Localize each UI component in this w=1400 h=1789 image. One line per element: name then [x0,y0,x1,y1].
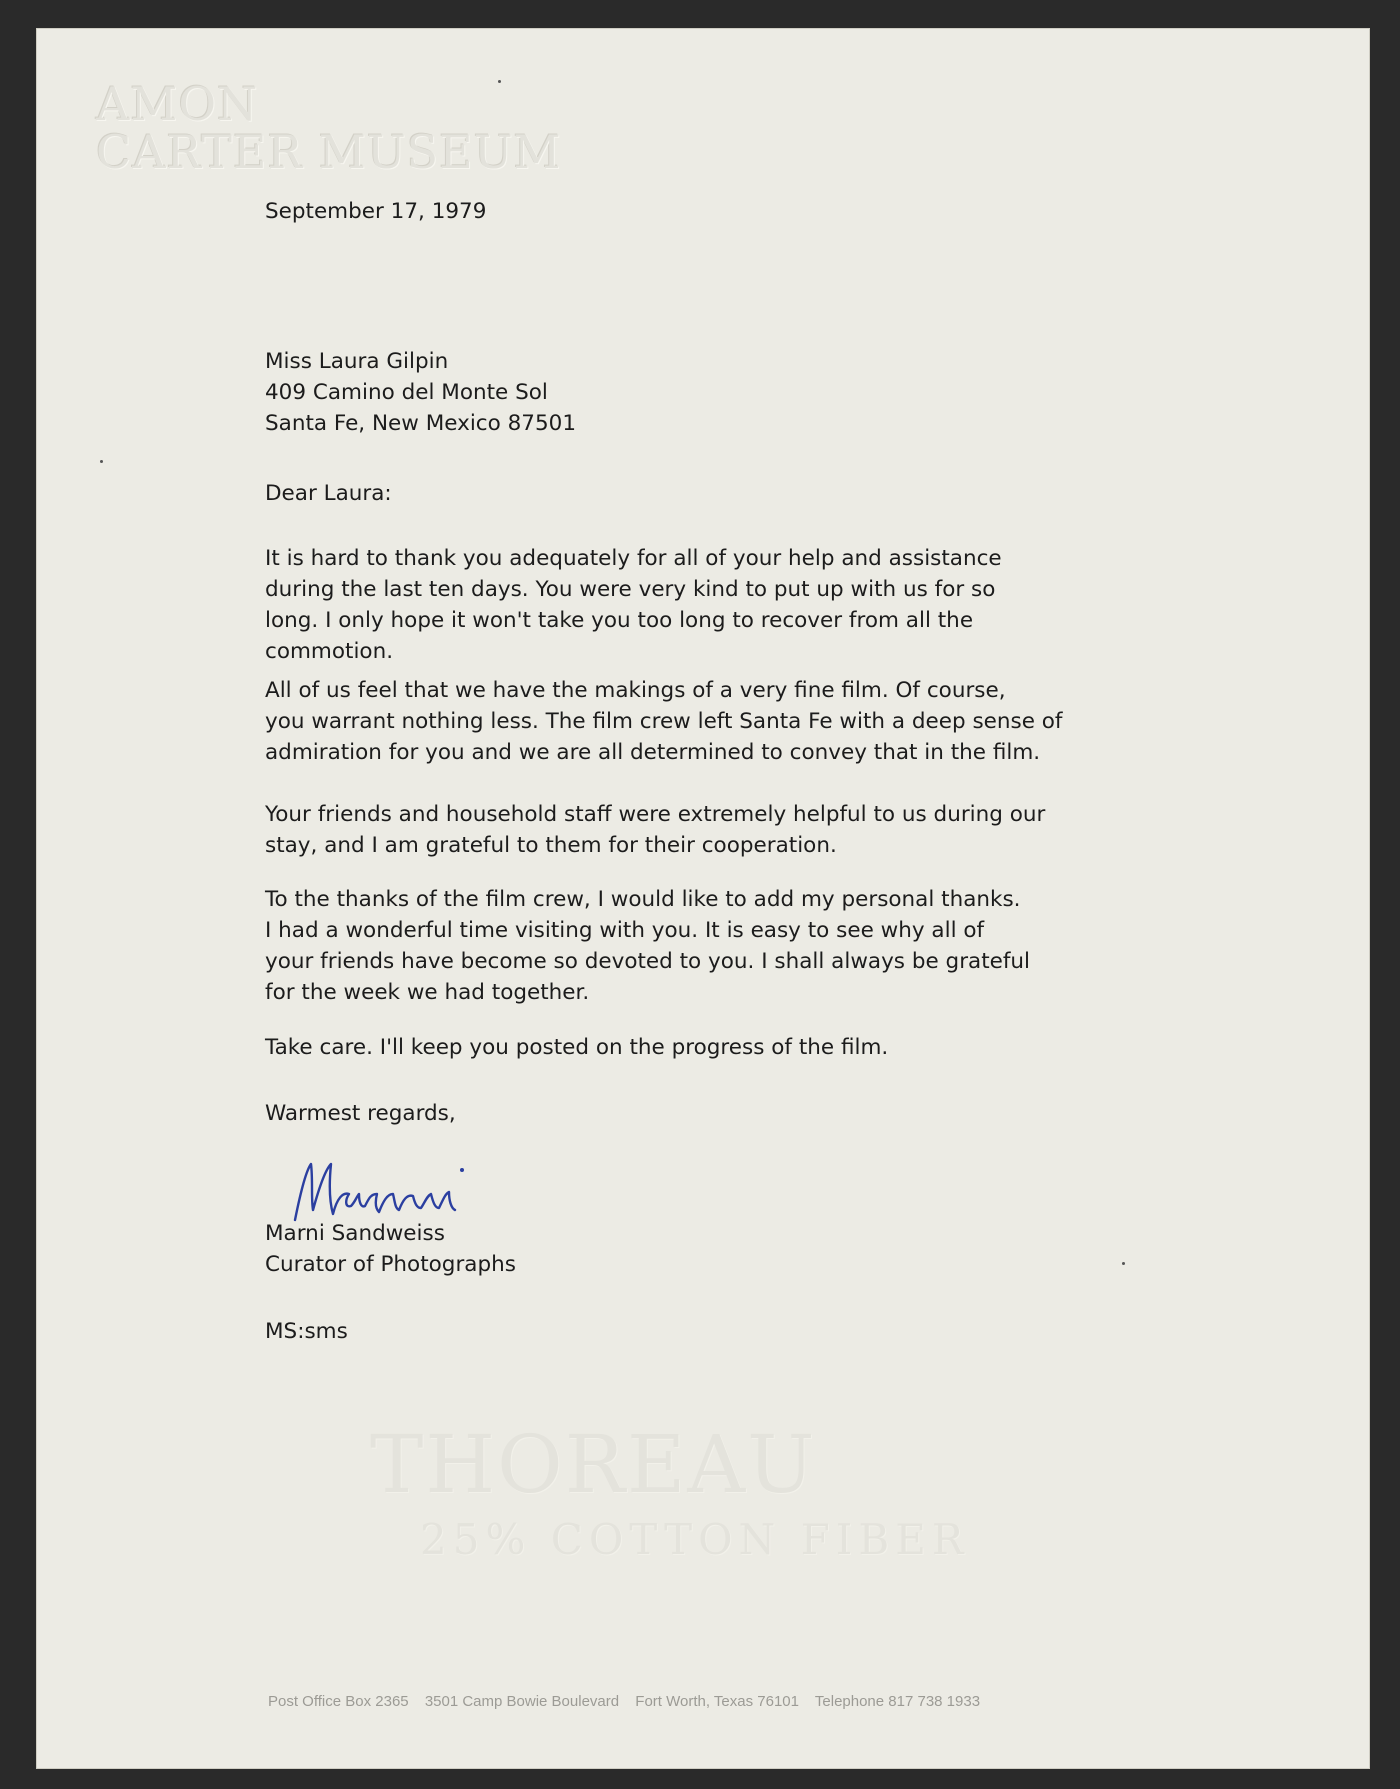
recipient-address [265,346,576,439]
paper-speck [1122,1262,1125,1265]
letterhead-line-1: AMON [96,77,259,131]
recipient-city: Santa Fe, New Mexico 87501 [265,411,577,436]
paragraph-line: long. I only hope it won't take you too long to recover from all the [265,608,974,633]
paragraph-line: for the week we had together. [265,980,590,1005]
watermark-fiber: 25% COTTON FIBER [420,1515,970,1564]
footer-street: 3501 Camp Bowie Boulevard [424,1693,620,1710]
paragraph-line: Your friends and household staff were extremely helpful to us during our [265,802,1046,827]
paragraph-line: It is hard to thank you adequately for all of your help and assistance [265,546,1002,571]
paragraph-line: All of us feel that we have the makings of a very fine film. Of course, [265,678,1006,703]
paragraph-3 [265,799,1045,861]
paragraph-2 [265,675,1062,768]
typist-initials: MS:sms [265,1319,348,1344]
museum-letterhead-emboss [96,77,562,179]
paragraph-line: stay, and I am grateful to them for their cooperation. [265,833,837,858]
footer-telephone: Telephone 817 738 1933 [814,1693,981,1710]
paragraph-line: during the last ten days. You were very kind to put up with us for so [265,577,996,602]
watermark-brand: THOREAU [370,1418,817,1511]
footer-city: Fort Worth, Texas 76101 [635,1693,799,1710]
signer-title: Curator of Photographs [265,1252,516,1277]
footer-po-box: Post Office Box 2365 [268,1693,409,1710]
paragraph-line: I had a wonderful time visiting with you. It is easy to see why all of [265,918,985,943]
paragraph-line: admiration for you and we are all determined to convey that in the film. [265,740,1041,765]
paragraph-5 [265,1032,888,1063]
paragraph-4 [265,884,1030,1008]
paragraph-line: To the thanks of the film crew, I would like to add my personal thanks. [265,887,1021,912]
letterhead-line-2: CARTER MUSEUM [96,125,562,179]
paragraph-line: you warrant nothing less. The film crew left Santa Fe with a deep sense of [265,709,1063,734]
paragraph-line: your friends have become so devoted to you. I shall always be grateful [265,949,1031,974]
signer-block [265,1218,516,1280]
paragraph-line: Take care. I'll keep you posted on the progress of the film. [265,1035,889,1060]
paragraph-line: commotion. [265,639,394,664]
recipient-name: Miss Laura Gilpin [265,349,449,374]
paragraph-1 [265,543,1002,667]
recipient-street: 409 Camino del Monte Sol [265,380,548,405]
letterhead-footer [268,1693,992,1710]
paper-speck [498,80,501,83]
signer-name: Marni Sandweiss [265,1221,445,1246]
letter-date: September 17, 1979 [265,199,487,224]
closing: Warmest regards, [265,1101,456,1126]
paper-speck [100,460,103,463]
salutation: Dear Laura: [265,481,392,506]
